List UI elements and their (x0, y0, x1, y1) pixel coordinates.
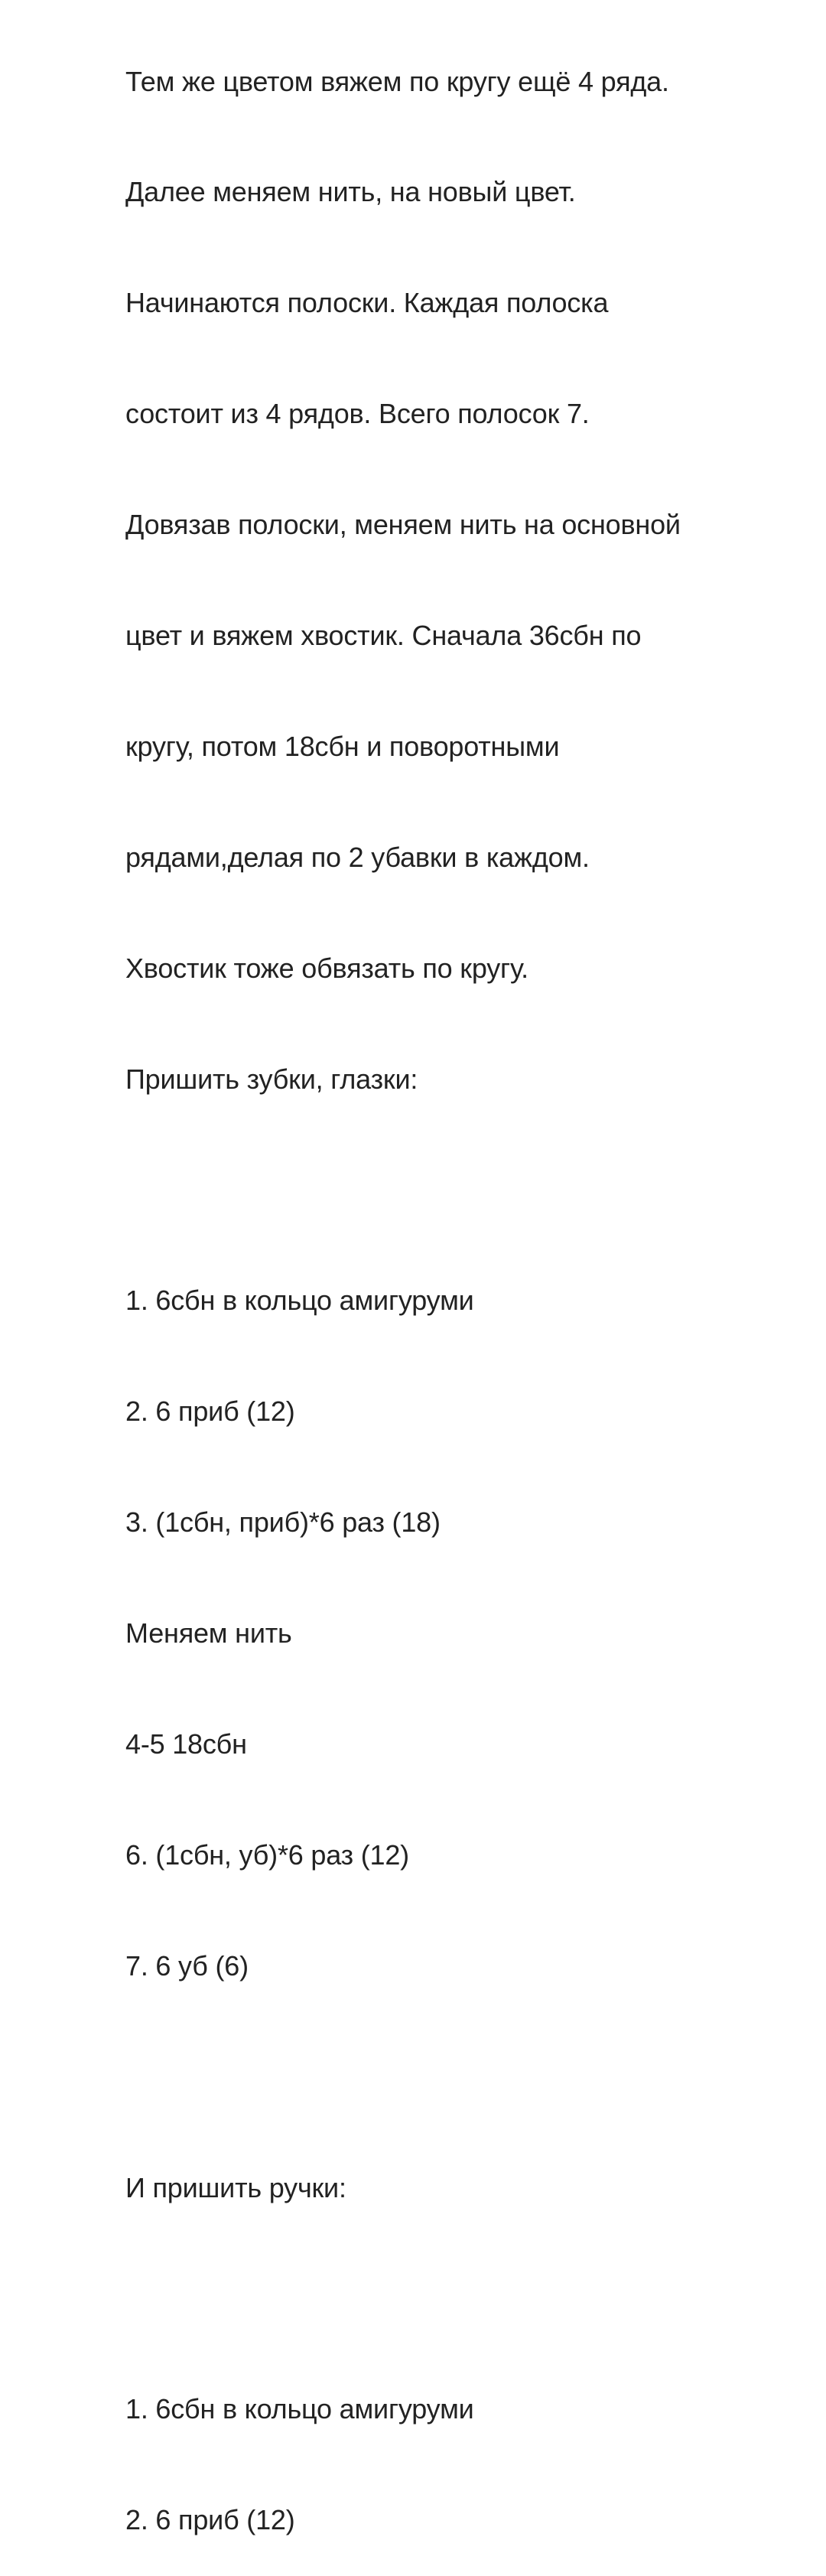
hands-step: 2. 6 приб (12) (125, 2504, 295, 2536)
hands-step: 1. 6сбн в кольцо амигуруми (125, 2393, 474, 2425)
paragraph-line: Довязав полоски, меняем нить на основной (125, 509, 681, 541)
paragraph-line: Пришить зубки, глазки: (125, 1063, 418, 1095)
eyes-step: Меняем нить (125, 1617, 292, 1649)
paragraph-line: Хвостик тоже обвязать по кругу. (125, 952, 528, 984)
paragraph-line: цвет и вяжем хвостик. Сначала 36сбн по (125, 620, 642, 652)
paragraph-line: Далее меняем нить, на новый цвет. (125, 176, 576, 208)
blank-line (125, 2280, 798, 2317)
eyes-step: 7. 6 уб (6) (125, 1949, 249, 1982)
eyes-step: 4-5 18сбн (125, 1728, 247, 1760)
hands-heading: И пришить ручки: (125, 2171, 346, 2203)
blank-line (125, 1172, 798, 1209)
blank-line (125, 2059, 798, 2096)
paragraph-line: Начинаются полоски. Каждая полоска (125, 287, 609, 319)
paragraph-line: Тем же цветом вяжем по кругу ещё 4 ряда. (125, 65, 669, 97)
eyes-step: 6. (1сбн, уб)*6 раз (12) (125, 1838, 409, 1871)
eyes-step: 1. 6сбн в кольцо амигуруми (125, 1285, 474, 1317)
eyes-step: 2. 6 приб (12) (125, 1395, 295, 1428)
paragraph-line: рядами,делая по 2 убавки в каждом. (125, 841, 590, 873)
paragraph-line: состоит из 4 рядов. Всего полосок 7. (125, 398, 590, 430)
paragraph-line: кругу, потом 18сбн и поворотными (125, 730, 560, 762)
document-text (125, 0, 798, 2576)
eyes-step: 3. (1сбн, приб)*6 раз (18) (125, 1506, 441, 1539)
